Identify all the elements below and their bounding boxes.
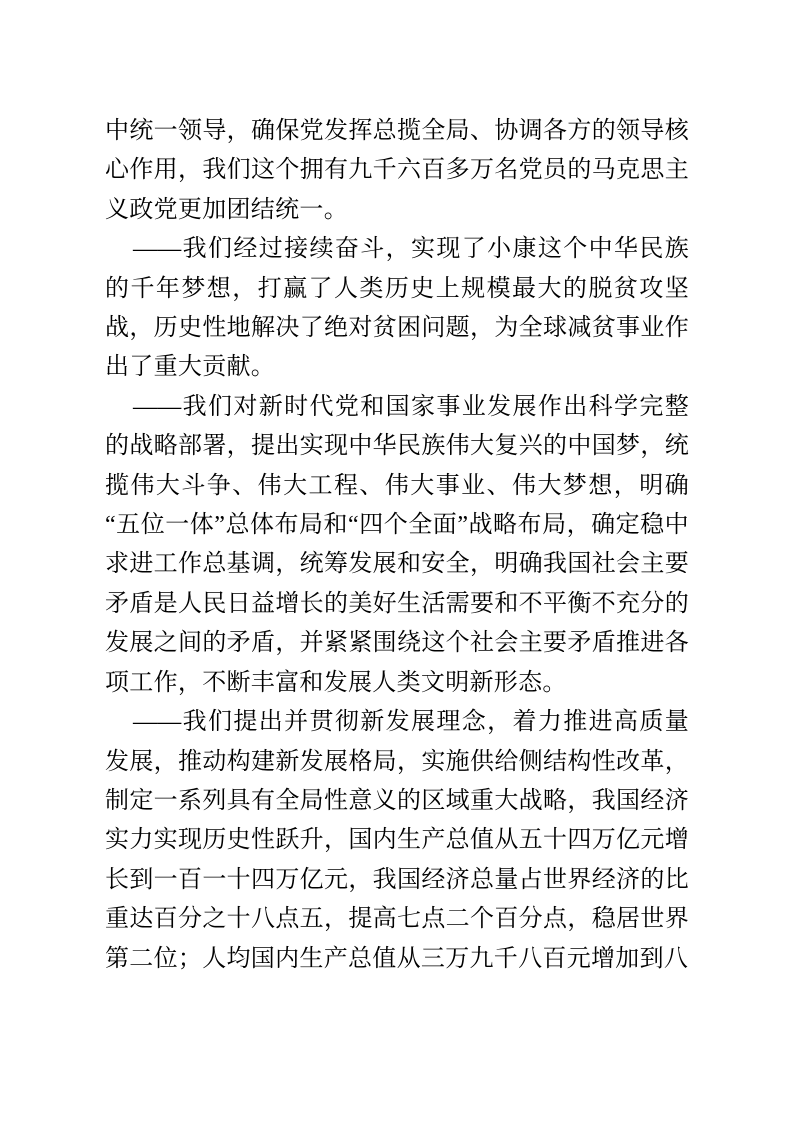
document-body-text — [105, 112, 689, 979]
paragraph-dash-item-1: ——我们经过接续奋斗，实现了小康这个中华民族的千年梦想，打赢了人类历史上规模最大的脱贫攻坚战，历史性地解决了绝对贫困问题，为全球减贫事业作出了重大贡献。 — [105, 236, 689, 381]
paragraph-dash-item-2: ——我们对新时代党和国家事业发展作出科学完整的战略部署，提出实现中华民族伟大复兴的中国梦，统揽伟大斗争、伟大工程、伟大事业、伟大梦想，明确“五位一体”总体布局和“四个全面”战略布局，确定稳中求进工作总基调，统筹发展和安全，明确我国社会主要矛盾是人民日益增长的美好生活需要和不平衡不充分的发展之间的矛盾，并紧紧围绕这个社会主要矛盾推进各项工作，不断丰富和发展人类文明新形态。 — [105, 393, 689, 696]
paragraph-dash-item-3: ——我们提出并贯彻新发展理念，着力推进高质量发展，推动构建新发展格局，实施供给侧结构性改革，制定一系列具有全局性意义的区域重大战略，我国经济实力实现历史性跃升，国内生产总值从五十四万亿元增长到一百一十四万亿元，我国经济总量占世界经济的比重达百分之十八点五，提高七点二个百分点，稳居世界第二位；人均国内生产总值从三万九千八百元增加到八 — [105, 709, 689, 972]
paragraph-continuation: 中统一领导，确保党发挥总揽全局、协调各方的领导核心作用，我们这个拥有九千六百多万名党员的马克思主义政党更加团结统一。 — [105, 118, 689, 223]
